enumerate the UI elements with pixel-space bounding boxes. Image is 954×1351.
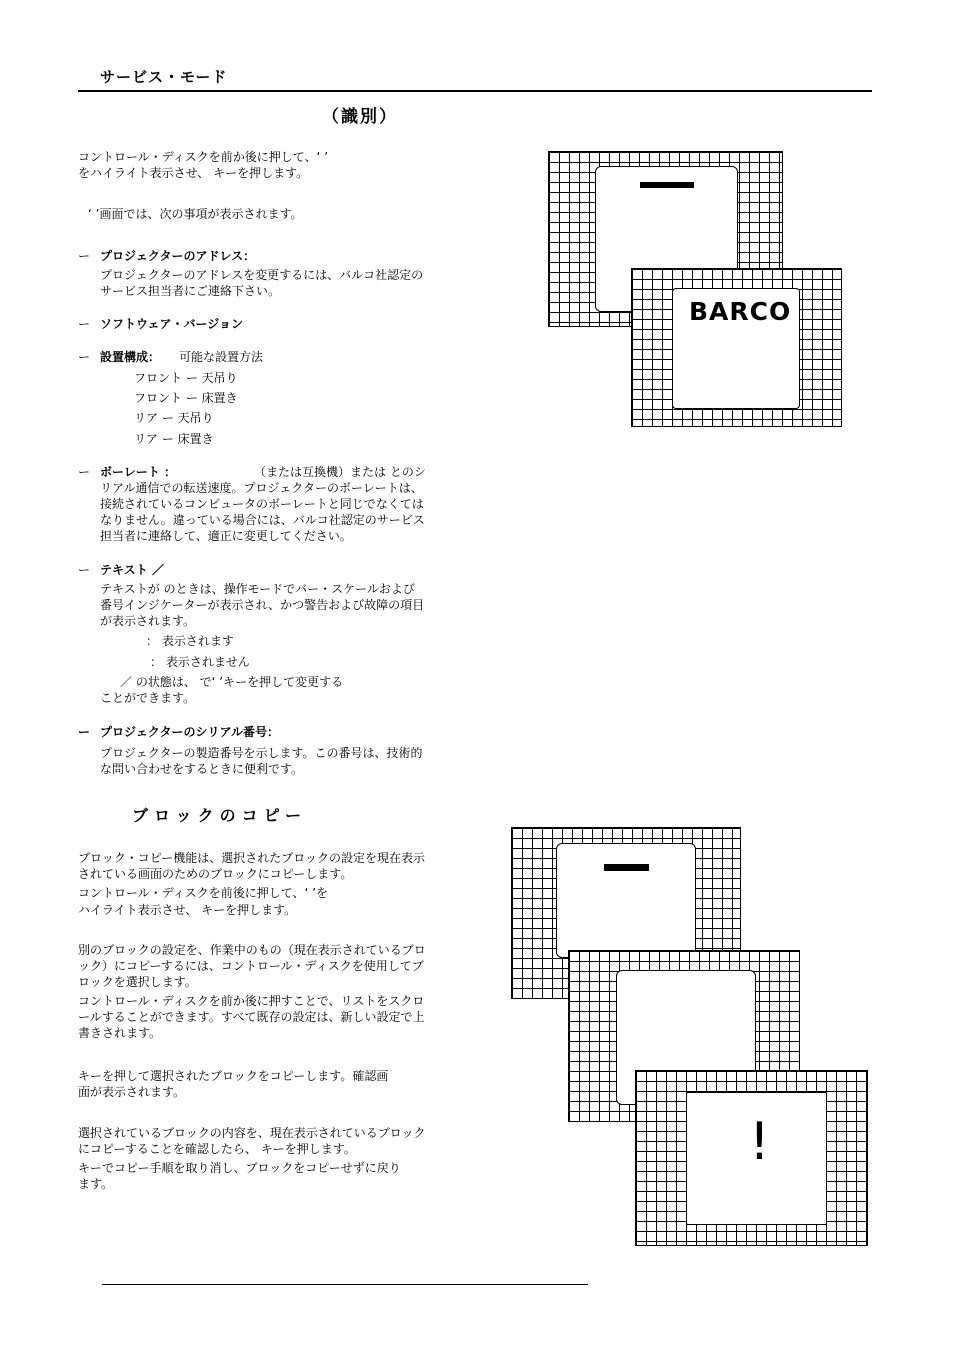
copy-p4b: ールすることができます。すべて既存の設定は、新しい設定で上 [78,1010,425,1024]
baud-line-3: 接続されているコンピュータのボーレートと同じでなくては [100,497,424,511]
text-line-1: テキストが のときは、操作モードでバー・スケールおよび [100,582,415,596]
copy-p3b: ック）にコピーするには、コントロール・ディスクを使用してブ [78,959,424,973]
install-label: 設置構成： [100,350,161,364]
baud-line-5: 担当者に連絡して、適正に変更してください。 [100,529,352,543]
intro-line-1: コントロール・ディスクを前か後に押して、‘ ’ [78,150,329,164]
software-dash: ー [78,317,91,331]
serial-line-2: な問い合わせをするときに便利です。 [100,762,304,776]
serial-line-1: プロジェクターの製造番号を示します。この番号は、技術的 [100,746,423,760]
copy-p1a: ブロック・コピー機能は、選択されたブロックの設定を現在表示 [78,851,426,865]
highlight-bar-2 [604,864,649,871]
copy-p5a: キーを押して選択されたブロックをコピーします。確認画 [78,1069,389,1083]
copy-p3c: ロックを選択します。 [78,975,197,989]
text-label: テキスト ／ [100,563,164,577]
baud-line-4: なりません。違っている場合には、バルコ社認定のサービス [100,513,425,527]
text-line-2: 番号インジケーターが表示され、かつ警告および故障の項目 [100,598,425,612]
footer-rule [102,1284,588,1285]
text-off: ： 表示されません [150,655,250,669]
copy-p6b: にコピーすることを確認したら、 キーを押します。 [78,1142,356,1156]
address-label: プロジェクターのアドレス： [100,249,256,263]
software-label: ソフトウェア・バージョン [100,317,244,331]
copy-p4a: コントロール・ディスクを前か後に押すことで、リストをスクロ [78,994,425,1008]
copy-p6a: 選択されているブロックの内容を、現在表示されているブロック [78,1126,426,1140]
copy-p2b: ハイライト表示させ、 キーを押します。 [78,903,297,917]
copy-p4c: 書きされます。 [78,1026,162,1040]
text-dash: ー [78,563,91,577]
copy-window-1 [556,843,696,958]
exclamation-icon: ! [749,1112,770,1172]
address-line-1: プロジェクターのアドレスを変更するには、バルコ社認定の [100,268,424,282]
address-line-2: サービス担当者にご連絡下さい。 [100,284,281,298]
install-dash: ー [78,350,91,364]
page-title: （識別） [322,107,398,127]
install-option: リア ー 天吊り [134,411,214,425]
baud-line-2: リアル通信での転送速度。プロジェクターのボーレートは、 [100,481,423,495]
copy-p5b: 面が表示されます。 [78,1085,186,1099]
intro-line-2: をハイライト表示させ、 キーを押します。 [78,166,309,180]
install-option: リア ー 床置き [134,432,214,446]
copy-heading: ブロックのコピー [132,806,308,825]
intro-line-3: ‘ ’画面では、次の事項が表示されます。 [88,207,303,221]
install-option: フロント ー 天吊り [134,371,238,385]
text-line-4: ／ の状態は、 で‘ ’キーを押して変更する [120,675,344,689]
text-line-3: が表示されます。 [100,614,196,628]
copy-p7b: ます。 [78,1177,114,1191]
baud-label: ボーレート ： [100,465,176,479]
address-dash: ー [78,249,91,263]
text-on: ： 表示されます [146,634,234,648]
copy-p1b: されている画面のためのブロックにコピーします。 [78,867,353,881]
header-rule [78,90,872,92]
serial-label: プロジェクターのシリアル番号： [100,725,280,739]
copy-p7a: キーでコピー手順を取り消し、ブロックをコピーせずに戻り [78,1161,401,1175]
copy-p2a: コントロール・ディスクを前後に押して、‘ ’を [78,886,329,900]
highlight-bar [640,182,694,188]
serial-dash: ー [78,725,91,739]
baud-line-1: （または互換機）または とのシ [254,465,426,479]
barco-logo: BARCO [689,297,792,326]
section-header: サービス・モード [100,68,228,86]
install-desc: 可能な設置方法 [179,350,264,364]
install-option: フロント ー 床置き [134,391,238,405]
baud-dash: ー [78,465,91,479]
copy-p3a: 別のブロックの設定を、作業中のもの（現在表示されているブロ [78,943,426,957]
text-line-5: ことができます。 [100,691,196,705]
